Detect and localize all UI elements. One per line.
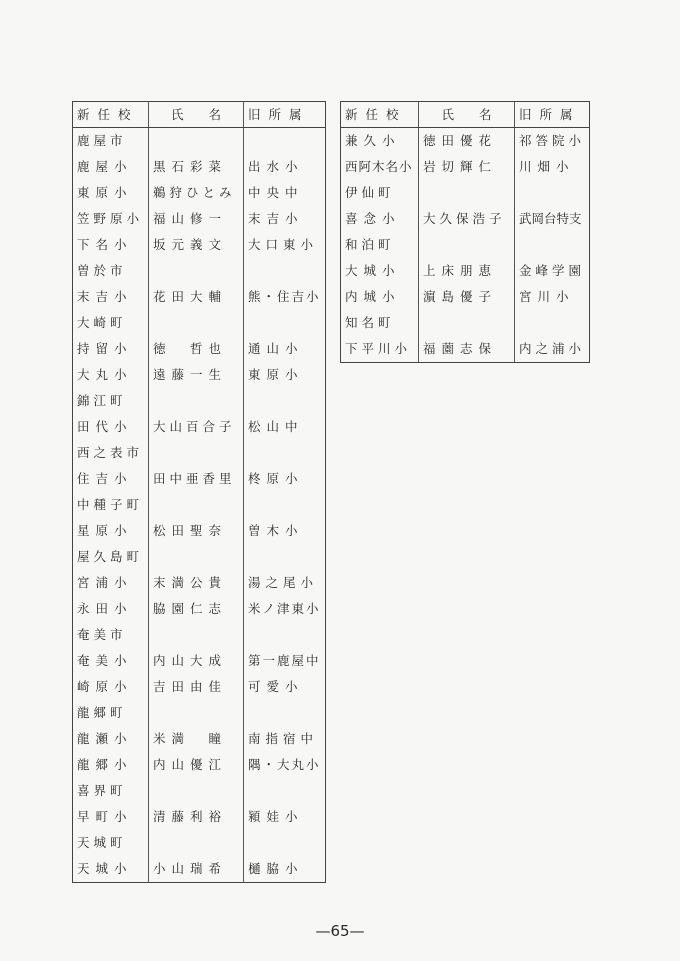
former-post-cell: 松山中 xyxy=(248,419,304,434)
empty-cell xyxy=(149,258,244,284)
new-school-cell: 内城小 xyxy=(341,284,419,310)
table-row xyxy=(73,232,326,258)
new-school-cell: 下名小 xyxy=(73,232,149,258)
former-post-cell: 南指宿中 xyxy=(248,731,319,746)
table-row xyxy=(73,518,326,544)
municipality-row xyxy=(73,440,326,466)
teacher-name-cell: 徳田優花 xyxy=(419,128,515,155)
municipality-row xyxy=(73,544,326,570)
new-school-cell: 大城小 xyxy=(341,258,419,284)
empty-cell xyxy=(419,310,515,336)
former-post-cell: 曽木小 xyxy=(248,523,304,538)
former-post-cell: 隅・大丸小 xyxy=(248,757,321,772)
empty-cell xyxy=(419,180,515,206)
new-school-cell: 大丸小 xyxy=(73,362,149,388)
empty-cell xyxy=(515,310,590,336)
teacher-name-cell: 脇園仁志 xyxy=(149,596,244,622)
municipality-row xyxy=(73,258,326,284)
empty-cell xyxy=(515,232,590,258)
teacher-name-cell: 田中亜香里 xyxy=(149,466,244,492)
new-school-cell: 奄美小 xyxy=(73,648,149,674)
table-row xyxy=(73,726,326,752)
former-post-cell: 湯之尾小 xyxy=(248,575,319,590)
former-post-cell: 中央中 xyxy=(248,185,304,200)
former-post-cell: 大口東小 xyxy=(248,237,319,252)
new-school-cell: 末吉小 xyxy=(73,284,149,310)
table-row xyxy=(73,804,326,830)
teacher-name-cell: 小山瑞希 xyxy=(149,856,244,883)
new-school-cell: 田代小 xyxy=(73,414,149,440)
table-row xyxy=(73,362,326,388)
teacher-name-cell: 花田大輔 xyxy=(149,284,244,310)
former-post-cell: 可愛小 xyxy=(248,679,304,694)
teacher-name-cell: 大久保浩子 xyxy=(419,206,515,232)
table-header-row xyxy=(341,102,590,128)
table-row xyxy=(73,856,326,883)
municipality-row xyxy=(73,700,326,726)
teacher-name-cell: 遠藤一生 xyxy=(149,362,244,388)
municipality-row xyxy=(73,310,326,336)
empty-cell xyxy=(149,310,244,336)
teacher-name-cell: 岩切輝仁 xyxy=(419,154,515,180)
teacher-name-cell: 黒石彩菜 xyxy=(149,154,244,180)
municipality-label: 曽於市 xyxy=(73,258,149,284)
table-row xyxy=(73,206,326,232)
empty-cell xyxy=(244,492,326,518)
municipality-label: 大崎町 xyxy=(73,310,149,336)
new-school-cell: 喜念小 xyxy=(341,206,419,232)
teacher-name-cell: 鵜狩ひとみ xyxy=(149,180,244,206)
municipality-row xyxy=(73,830,326,856)
municipality-row xyxy=(73,622,326,648)
new-school-cell: 星原小 xyxy=(73,518,149,544)
table-row xyxy=(73,674,326,700)
new-school-cell: 下平川小 xyxy=(341,336,419,363)
empty-cell xyxy=(244,258,326,284)
table-row xyxy=(73,648,326,674)
table-row xyxy=(341,284,590,310)
header-former-post: 旧所属 xyxy=(244,102,326,128)
municipality-row xyxy=(341,180,590,206)
empty-cell xyxy=(149,388,244,414)
former-post-cell: 金峰学園 xyxy=(519,263,586,278)
former-post-cell: 米ノ津東小 xyxy=(248,601,321,616)
table-row xyxy=(341,128,590,155)
teacher-name-cell: 米満 瞳 xyxy=(149,726,244,752)
new-school-cell: 兼久小 xyxy=(341,128,419,155)
empty-cell xyxy=(149,778,244,804)
page-number: —65— xyxy=(315,922,365,940)
municipality-label: 鹿屋市 xyxy=(73,128,149,155)
former-post-cell: 潁娃小 xyxy=(248,809,304,824)
table-body xyxy=(341,128,590,363)
municipality-label: 錦江町 xyxy=(73,388,149,414)
municipality-label: 屋久島町 xyxy=(73,544,149,570)
new-school-cell: 住吉小 xyxy=(73,466,149,492)
empty-cell xyxy=(244,388,326,414)
table-row xyxy=(73,414,326,440)
header-name: 氏 名 xyxy=(149,102,244,128)
table-row xyxy=(73,596,326,622)
municipality-row xyxy=(341,232,590,258)
new-school-cell: 西阿木名小 xyxy=(341,154,419,180)
teacher-name-cell: 坂元義文 xyxy=(149,232,244,258)
header-new-school: 新任校 xyxy=(73,102,149,128)
teacher-name-cell: 濵島優子 xyxy=(419,284,515,310)
empty-cell xyxy=(149,700,244,726)
header-new-school: 新任校 xyxy=(341,102,419,128)
table-body xyxy=(73,128,326,883)
empty-cell xyxy=(244,128,326,155)
table-header-row xyxy=(73,102,326,128)
former-post-cell: 第一鹿屋中 xyxy=(248,653,321,668)
header-former-post: 旧所属 xyxy=(515,102,590,128)
empty-cell xyxy=(244,778,326,804)
table-row xyxy=(73,180,326,206)
new-school-cell: 龍瀬小 xyxy=(73,726,149,752)
transfer-table-left xyxy=(72,101,326,883)
new-school-cell: 笠野原小 xyxy=(73,206,149,232)
municipality-label: 奄美市 xyxy=(73,622,149,648)
former-post-cell: 末吉小 xyxy=(248,211,304,226)
teacher-name-cell: 松田聖奈 xyxy=(149,518,244,544)
empty-cell xyxy=(244,830,326,856)
new-school-cell: 天城小 xyxy=(73,856,149,883)
teacher-name-cell: 福山修一 xyxy=(149,206,244,232)
table-row xyxy=(73,466,326,492)
municipality-label: 知名町 xyxy=(341,310,419,336)
municipality-row xyxy=(341,310,590,336)
former-post-cell: 祁答院小 xyxy=(519,133,586,148)
teacher-name-cell: 末満公貴 xyxy=(149,570,244,596)
empty-cell xyxy=(244,310,326,336)
former-post-cell: 樋脇小 xyxy=(248,861,304,876)
empty-cell xyxy=(419,232,515,258)
new-school-cell: 崎原小 xyxy=(73,674,149,700)
new-school-cell: 永田小 xyxy=(73,596,149,622)
teacher-name-cell: 福薗志保 xyxy=(419,336,515,363)
former-post-cell: 柊原小 xyxy=(248,471,304,486)
new-school-cell: 持留小 xyxy=(73,336,149,362)
empty-cell xyxy=(244,440,326,466)
former-post-cell: 内之浦小 xyxy=(519,341,586,356)
municipality-label: 喜界町 xyxy=(73,778,149,804)
empty-cell xyxy=(149,622,244,648)
former-post-cell: 東原小 xyxy=(248,367,304,382)
empty-cell xyxy=(149,544,244,570)
empty-cell xyxy=(149,440,244,466)
empty-cell xyxy=(244,700,326,726)
former-post-cell: 通山小 xyxy=(248,341,304,356)
teacher-name-cell: 上床朋恵 xyxy=(419,258,515,284)
former-post-cell: 宮川小 xyxy=(519,289,575,304)
teacher-name-cell: 吉田由佳 xyxy=(149,674,244,700)
former-post-cell: 武岡台特支 xyxy=(519,211,582,226)
table-row xyxy=(341,154,590,180)
new-school-cell: 早町小 xyxy=(73,804,149,830)
table-row xyxy=(73,154,326,180)
empty-cell xyxy=(149,830,244,856)
municipality-label: 西之表市 xyxy=(73,440,149,466)
teacher-name-cell: 清藤利裕 xyxy=(149,804,244,830)
new-school-cell: 鹿屋小 xyxy=(73,154,149,180)
empty-cell xyxy=(149,128,244,155)
empty-cell xyxy=(244,544,326,570)
empty-cell xyxy=(149,492,244,518)
new-school-cell: 龍郷小 xyxy=(73,752,149,778)
municipality-row xyxy=(73,778,326,804)
table-row xyxy=(73,570,326,596)
municipality-label: 和泊町 xyxy=(341,232,419,258)
former-post-cell: 出水小 xyxy=(248,159,304,174)
new-school-cell: 東原小 xyxy=(73,180,149,206)
former-post-cell: 川畑小 xyxy=(519,159,575,174)
municipality-label: 中種子町 xyxy=(73,492,149,518)
empty-cell xyxy=(244,622,326,648)
table-row xyxy=(341,206,590,232)
municipality-row xyxy=(73,388,326,414)
municipality-row xyxy=(73,492,326,518)
municipality-label: 龍郷町 xyxy=(73,700,149,726)
teacher-name-cell: 内山優江 xyxy=(149,752,244,778)
teacher-name-cell: 徳 哲也 xyxy=(149,336,244,362)
new-school-cell: 宮浦小 xyxy=(73,570,149,596)
former-post-cell: 熊・住吉小 xyxy=(248,289,321,304)
municipality-row xyxy=(73,128,326,155)
table-row xyxy=(73,336,326,362)
table-row xyxy=(341,258,590,284)
header-name: 氏 名 xyxy=(419,102,515,128)
table-row xyxy=(73,752,326,778)
table-row xyxy=(73,284,326,310)
municipality-label: 伊仙町 xyxy=(341,180,419,206)
teacher-name-cell: 大山百合子 xyxy=(149,414,244,440)
teacher-name-cell: 内山大成 xyxy=(149,648,244,674)
empty-cell xyxy=(515,180,590,206)
transfer-table-right xyxy=(340,101,590,363)
municipality-label: 天城町 xyxy=(73,830,149,856)
table-row xyxy=(341,336,590,363)
